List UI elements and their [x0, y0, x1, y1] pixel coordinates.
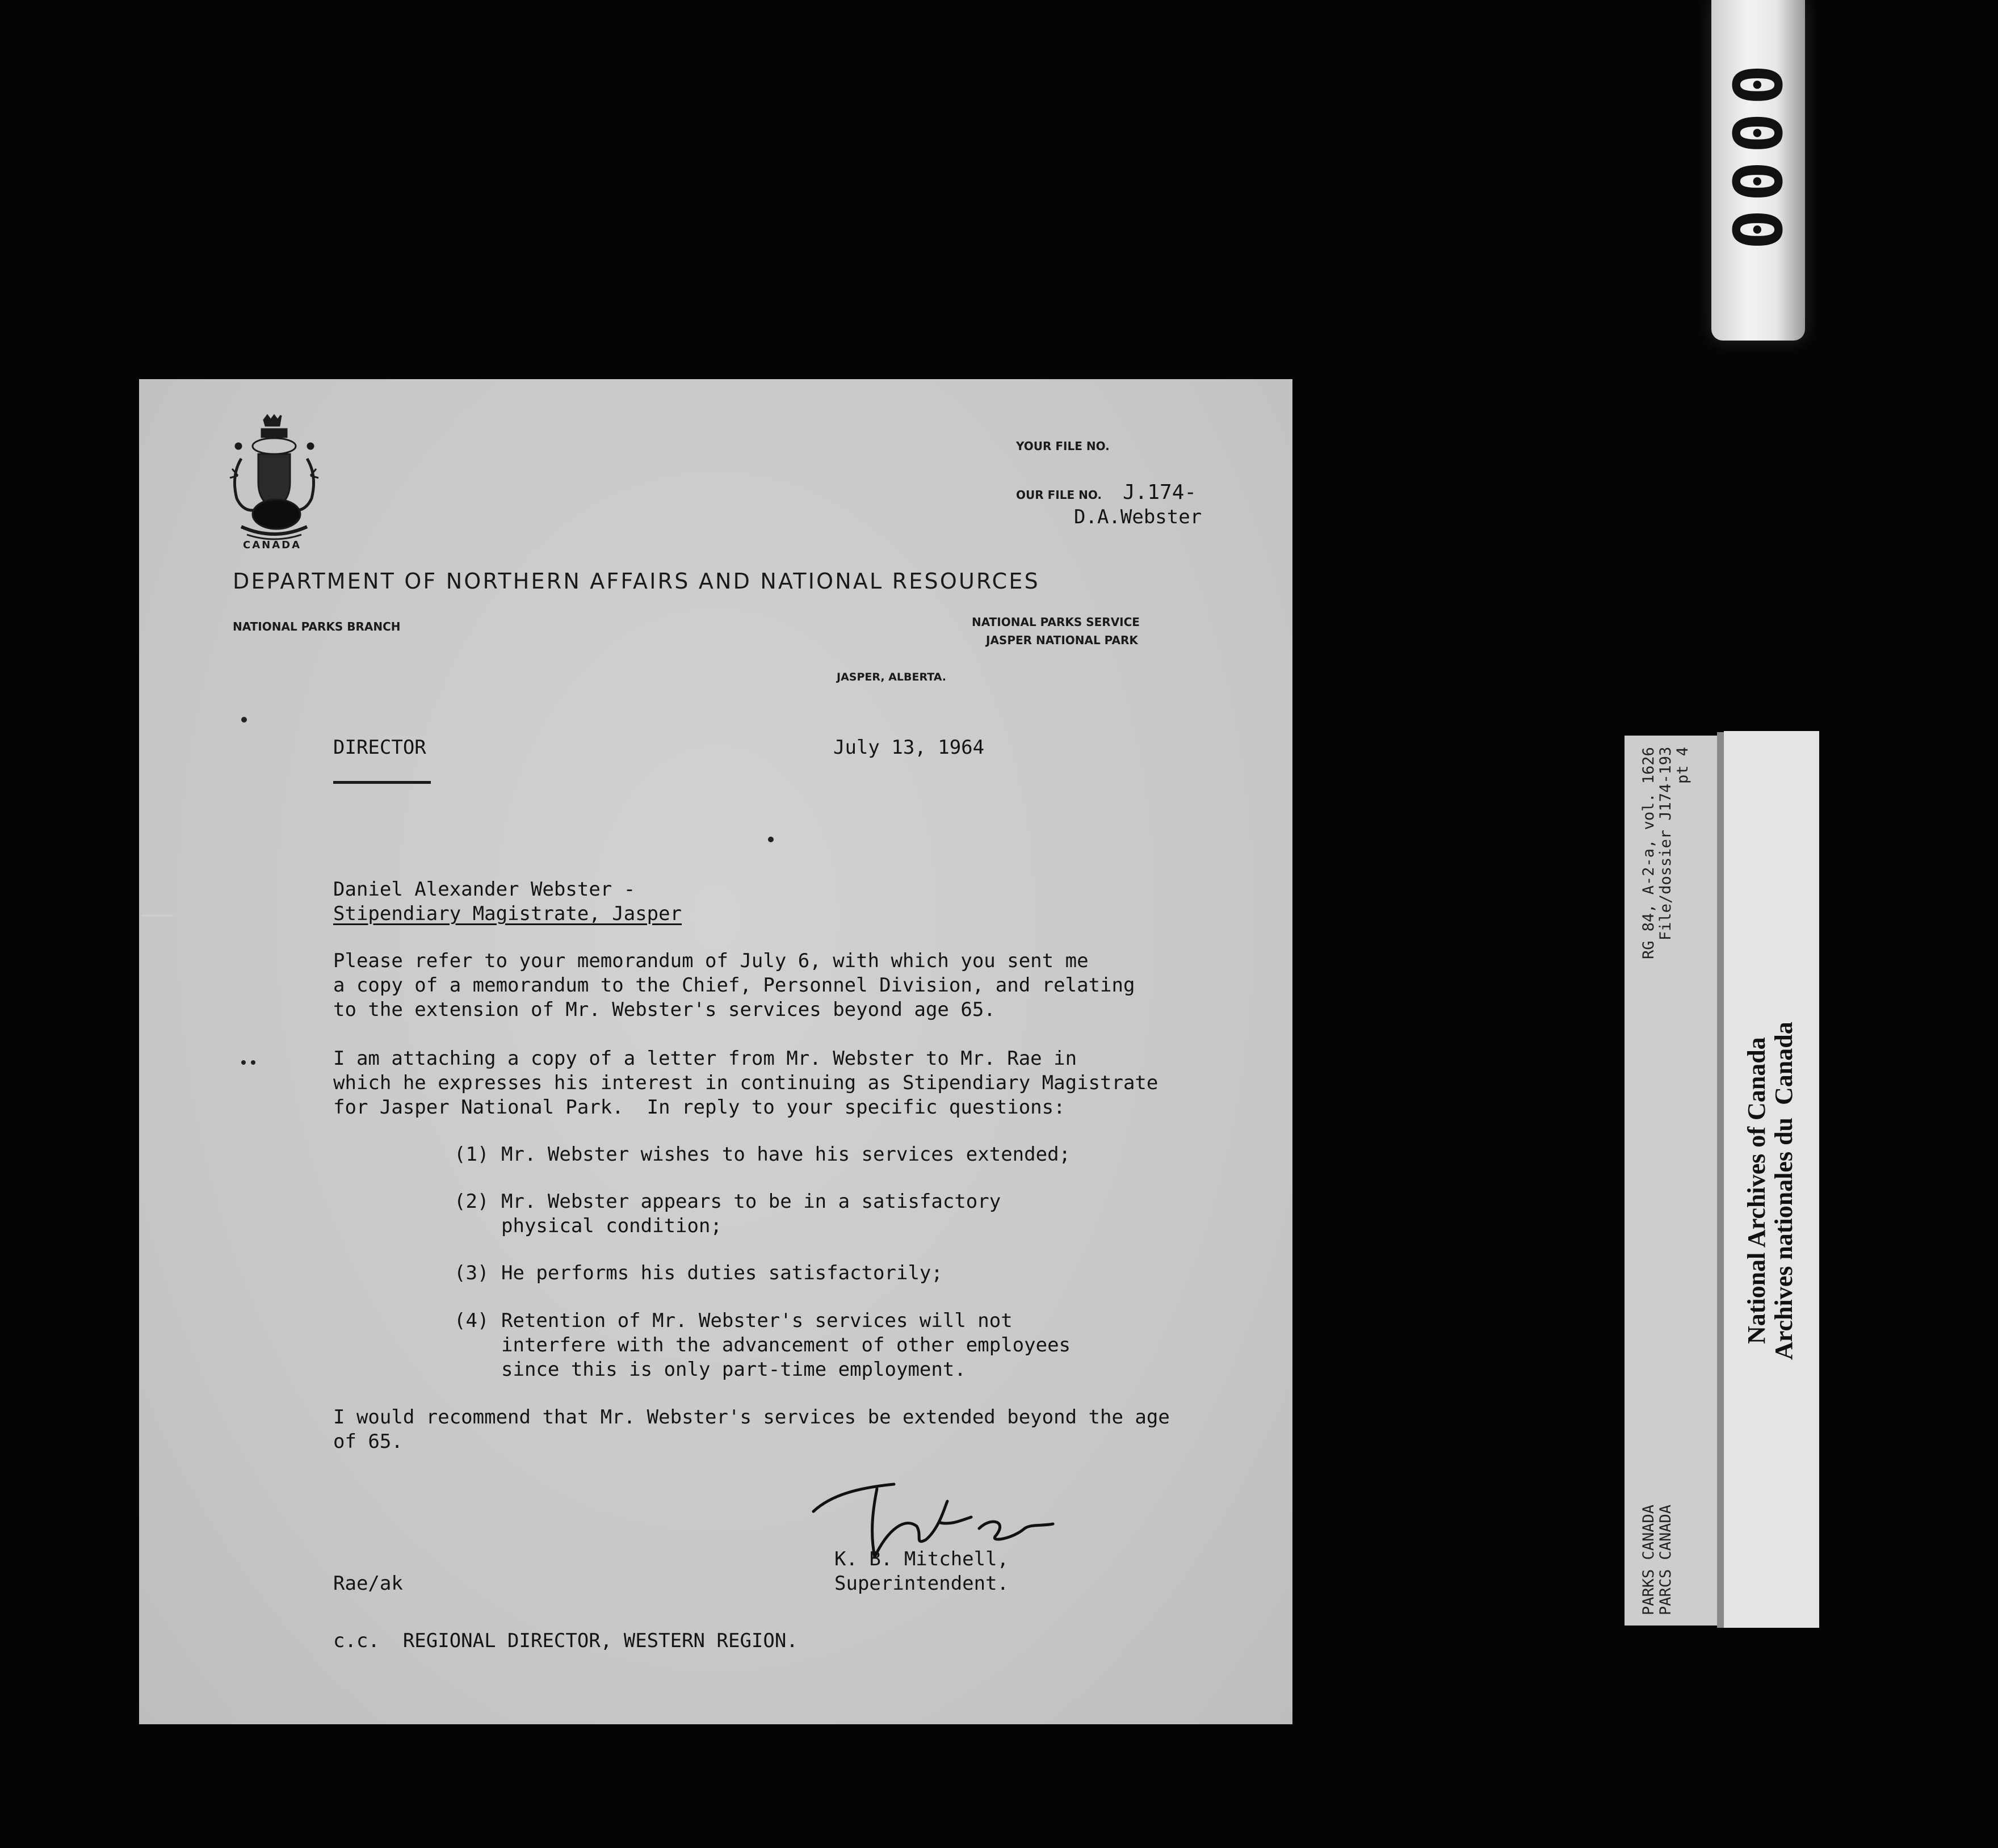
archive-card: [1724, 731, 1819, 1628]
body-paragraph: I am attaching a copy of a letter from Mr. Webster to Mr. Rae in which he expresses his interest in continuing as Stipendiary Magistrate for Jasper National Park. In reply to your specific questions:: [333, 1047, 1158, 1119]
list-item-number: (2): [454, 1190, 489, 1213]
margin-mark: [768, 837, 774, 842]
list-item: He performs his duties satisfactorily;: [501, 1262, 943, 1284]
agency-name: PARKS CANADA PARCS CANADA: [1640, 1504, 1674, 1615]
typist-initials: Rae/ak: [333, 1572, 403, 1595]
location: JASPER, ALBERTA.: [837, 671, 946, 683]
signer-title: Superintendent.: [834, 1572, 1009, 1595]
addressee-rule: [333, 781, 431, 784]
frame-counter: 0000: [1719, 56, 1798, 250]
list-item: Mr. Webster wishes to have his services extended;: [501, 1143, 1071, 1166]
body-paragraph: I would recommend that Mr. Webster's services be extended beyond the age of 65.: [333, 1406, 1170, 1453]
list-item-number: (4): [454, 1309, 489, 1332]
letter-page: [139, 379, 1292, 1724]
your-file-label: YOUR FILE NO.: [1016, 439, 1110, 453]
card-divider: [1717, 732, 1724, 1628]
margin-mark: [251, 1060, 255, 1065]
archive-reference: RG 84, A-2-a, vol. 1626 File/dossier J174-193 pt 4: [1640, 747, 1691, 959]
list-item-number: (3): [454, 1262, 489, 1284]
our-file-label: OUR FILE NO.: [1016, 488, 1102, 502]
archives-name: National Archives of Canada Archives nationales du Canada: [1743, 1022, 1798, 1360]
addressee: DIRECTOR: [333, 736, 426, 759]
branch-name: NATIONAL PARKS BRANCH: [233, 620, 401, 633]
letter-date: July 13, 1964: [833, 736, 985, 759]
carbon-copy-line: c.c. REGIONAL DIRECTOR, WESTERN REGION.: [333, 1629, 798, 1652]
our-file-name: D.A.Webster: [1074, 506, 1202, 528]
list-item: Mr. Webster appears to be in a satisfactory physical condition;: [501, 1190, 1001, 1237]
list-item-number: (1): [454, 1143, 489, 1166]
margin-mark: [241, 1060, 246, 1065]
edge-mark: [142, 915, 173, 917]
margin-mark: [241, 717, 247, 723]
canada-coat-of-arms-logo: [224, 413, 321, 544]
signer-name: K. B. Mitchell,: [834, 1548, 1009, 1570]
body-paragraph: Please refer to your memorandum of July 6, with which you sent me a copy of a memorandum to the Chief, Personnel Division, and relating to the extension of Mr. Webster's services beyond age 65.: [333, 950, 1135, 1021]
list-item: Retention of Mr. Webster's services will not interfere with the advancement of other employees since this is only part-time employment.: [501, 1309, 1071, 1381]
our-file-number: J.174-: [1123, 481, 1197, 504]
service-name: NATIONAL PARKS SERVICE: [972, 615, 1140, 629]
department-heading: DEPARTMENT OF NORTHERN AFFAIRS AND NATIONAL RESOURCES: [233, 569, 1040, 594]
archive-reference-tag: [1625, 736, 1724, 1626]
subject-line: Stipendiary Magistrate, Jasper: [333, 902, 682, 925]
crest-caption: CANADA: [243, 539, 302, 551]
subject-line: Daniel Alexander Webster -: [333, 878, 636, 901]
frame-counter-strip: [1711, 0, 1805, 341]
park-name: JASPER NATIONAL PARK: [986, 633, 1138, 647]
